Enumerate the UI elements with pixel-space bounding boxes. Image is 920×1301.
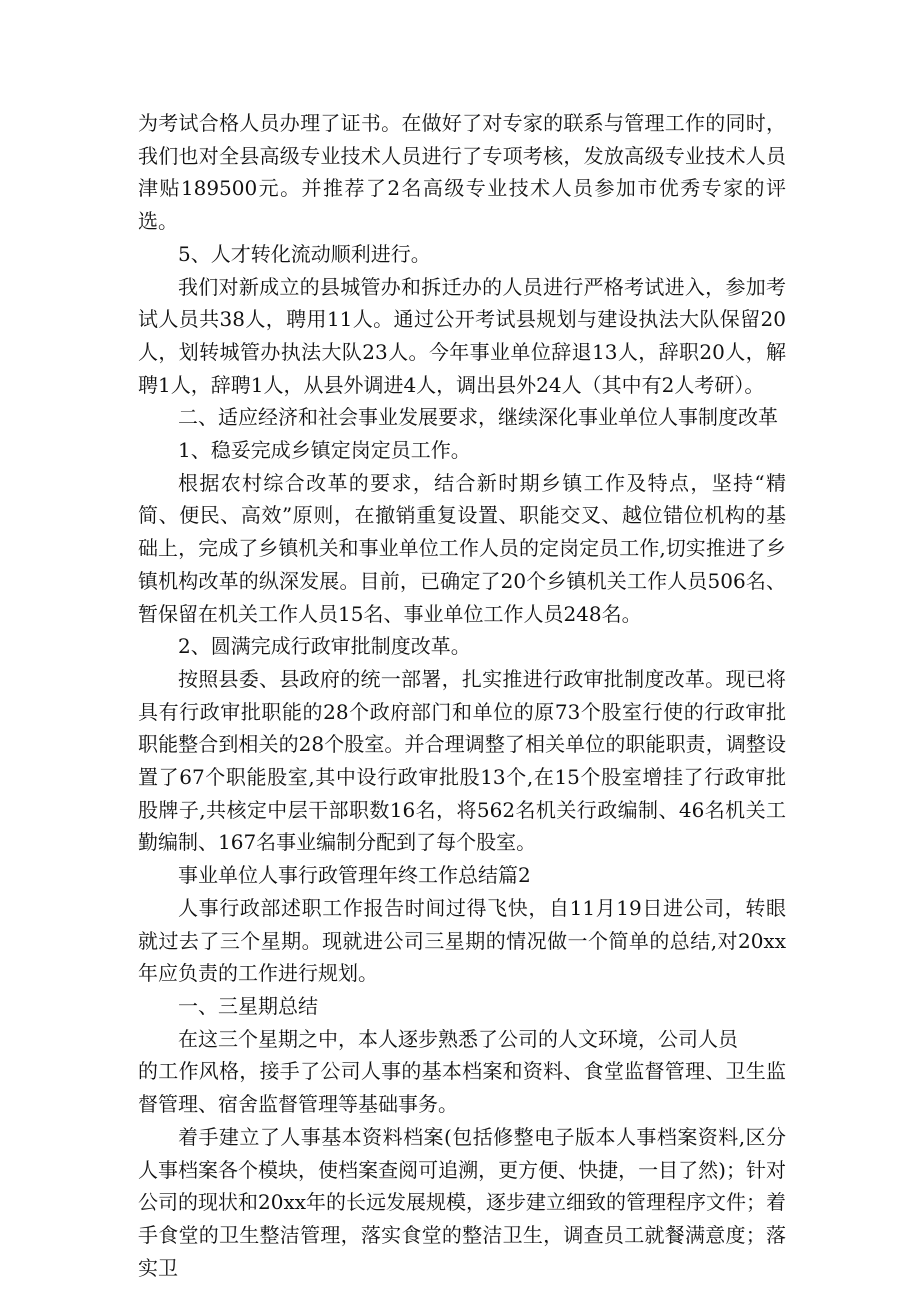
paragraph-10: 人事行政部述职工作报告时间过得飞快，自11月19日进公司，转眼就过去了三个星期。现就进公司三星期的情况做一个简单的总结,对20xx年应负责的工作进行规划。 [138, 895, 786, 986]
subheading-2: 2、圆满完成行政审批制度改革。 [178, 634, 471, 659]
paragraph-14: 着手建立了人事基本资料档案(包括修整电子版本人事档案资料,区分人事档案各个模块，使档案查阅可追溯，更方便、快捷，一目了然)；针对公司的现状和20xx年的长远发展规模，逐步建立细致的管理程序文件；着手食堂的卫生整洁管理，落实食堂的整洁卫生，调查员工就餐满意度；落实卫 [138, 1124, 787, 1280]
section-heading-summary: 一、三星期总结 [178, 993, 318, 1018]
paragraph-8: 按照县委、县政府的统一部署，扎实推进行政审批制度改革。现已将具有行政审批职能的28个政府部门和单位的原73个股室行使的行政审批职能整合到相关的28个股室。并合理调整了相关单位的职能职责，调整设置了67个职能股室,其中设行政审批股13个,在15个股室增挂了行政审批股牌子,共核定中层干部职数16名，将562名机关行政编制、46名机关工勤编制、167名事业编制分配到了每个股室。 [138, 666, 786, 855]
paragraph-6: 根据农村综合改革的要求，结合新时期乡镇工作及特点，坚持“精简、便民、高效”原则，在撤销重复设置、职能交叉、越位错位机构的基础上，完成了乡镇机关和事业单位工作人员的定岗定员工作,切实推进了乡镇机构改革的纵深发展。目前，已确定了20个乡镇机关工作人员506名、暂保留在机关工作人员15名、事业单位工作人员248名。 [138, 470, 786, 626]
article-title-2: 事业单位人事行政管理年终工作总结篇2 [178, 863, 531, 888]
paragraph-2: 5、人才转化流动顺利进行。 [178, 241, 431, 266]
section-heading-2: 二、适应经济和社会事业发展要求，继续深化事业单位人事制度改革 [178, 405, 778, 430]
document-body [138, 107, 786, 1284]
paragraph-13: 的工作风格，接手了公司人事的基本档案和资料、食堂监督管理、卫生监督管理、宿舍监督管理等基础事务。 [138, 1059, 786, 1117]
paragraph-12: 在这三个星期之中，本人逐步熟悉了公司的人文环境，公司人员 [178, 1026, 738, 1051]
paragraph-3: 我们对新成立的县城管办和拆迁办的人员进行严格考试进入，参加考试人员共38人，聘用11人。通过公开考试县规划与建设执法大队保留20人，划转城管办执法大队23人。今年事业单位辞退13人，辞职20人，解聘1人，辞聘1人，从县外调进4人，调出县外24人（其中有2人考研）。 [138, 274, 786, 397]
subheading-1: 1、稳妥完成乡镇定岗定员工作。 [178, 438, 471, 463]
paragraph-1: 为考试合格人员办理了证书。在做好了对专家的联系与管理工作的同时，我们也对全县高级专业技术人员进行了专项考核，发放高级专业技术人员津贴189500元。并推荐了2名高级专业技术人员参加市优秀专家的评选。 [138, 111, 786, 234]
